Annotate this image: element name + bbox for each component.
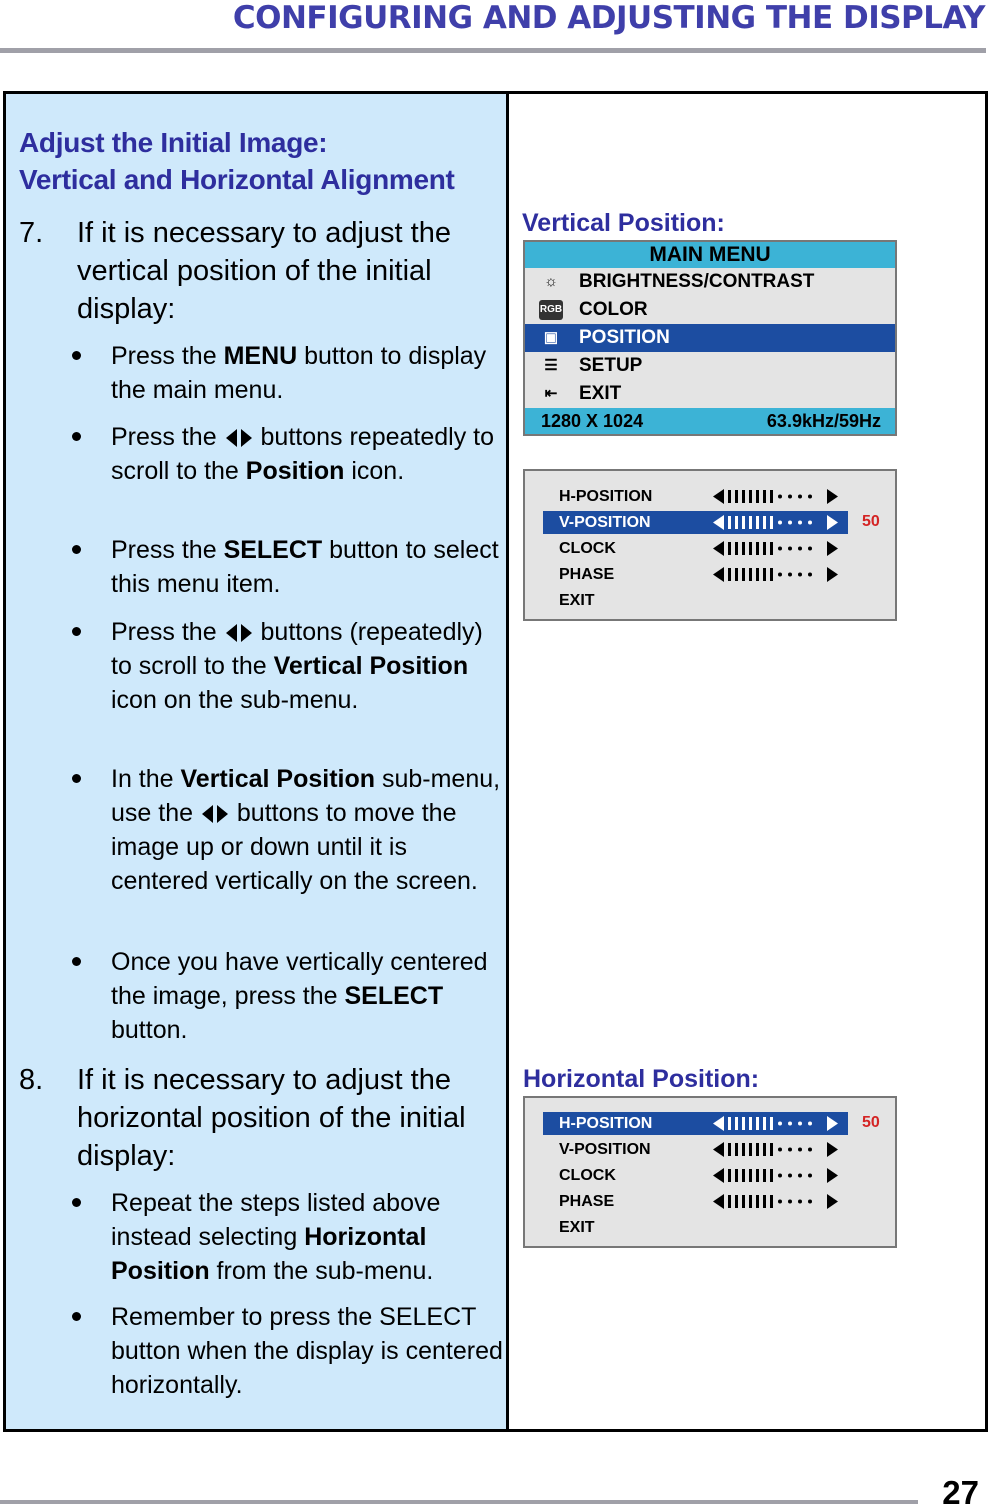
slider-right-arrow-icon xyxy=(827,567,838,582)
left-arrow-icon xyxy=(226,624,237,642)
slider-tick xyxy=(749,1117,752,1130)
slider-dot xyxy=(788,1122,792,1126)
slider-tick xyxy=(749,1169,752,1182)
right-arrow-icon xyxy=(241,624,252,642)
slider-tick xyxy=(735,568,738,581)
slider-left-arrow-icon xyxy=(713,489,724,504)
slider-dot xyxy=(788,1174,792,1178)
slider-dot xyxy=(778,1148,782,1152)
slider-right-arrow-icon xyxy=(827,1142,838,1157)
section-title-line1: Adjust the Initial Image: xyxy=(19,127,328,158)
header-divider xyxy=(0,48,986,53)
submenu-item-v-position[interactable]: V-POSITION xyxy=(543,511,848,534)
slider-left-arrow-icon xyxy=(713,1194,724,1209)
resolution-readout: 1280 X 1024 xyxy=(541,411,644,431)
slider-dot xyxy=(798,1122,802,1126)
step-number: 8. xyxy=(19,1064,44,1096)
instructions-column: Adjust the Initial Image: Vertical and Horizontal Alignment 7. If it is necessary to adjust the vertical position of the initial display: Press the MENU button to display the main menu. Press the buttons repeatedly to scroll to the Position icon. Press the SELECT button to select this menu item. Press the buttons (repeatedly) to scroll to the Vertical Position icon on the sub-menu. In the Vertical Position sub-menu, use the buttons to move the image up or down until it is centered vertically on the screen. Once you have vertically centered the image, press the SELECT button. 8. If it is necessary to adjust the horizontal position of the initial display: Repeat the steps listed above instead selecting Horizontal Position from the sub-menu. Remember to press the SELECT button when the display is centered horizontally. xyxy=(6,94,509,1429)
slider-tick xyxy=(763,542,766,555)
slider-dot xyxy=(808,573,812,577)
slider-bar[interactable] xyxy=(713,566,838,583)
slider-tick xyxy=(749,542,752,555)
slider-dot xyxy=(808,495,812,499)
submenu-item-exit[interactable]: EXIT xyxy=(559,1219,595,1236)
slider-dot xyxy=(788,547,792,551)
section-title xyxy=(19,124,455,198)
slider-tick xyxy=(742,1169,745,1182)
slider-right-arrow-icon xyxy=(827,1168,838,1183)
slider-tick xyxy=(749,1143,752,1156)
slider-tick xyxy=(728,1195,731,1208)
submenu-item-h-position[interactable]: H-POSITION xyxy=(543,485,848,508)
slider-tick xyxy=(728,1169,731,1182)
setup-icon: ☰ xyxy=(544,357,558,374)
left-arrow-icon xyxy=(202,805,213,823)
right-arrow-icon xyxy=(241,429,252,447)
slider-tick xyxy=(742,542,745,555)
page-number: 27 xyxy=(942,1474,979,1511)
slider-bar[interactable] xyxy=(713,1167,838,1184)
rgb-icon: RGB xyxy=(539,300,563,320)
slider-dot xyxy=(778,1200,782,1204)
slider-tick xyxy=(735,490,738,503)
bullet-dot xyxy=(72,1312,81,1321)
step-text: If it is necessary to adjust the vertical position of the initial display: xyxy=(77,217,451,325)
slider-bar[interactable] xyxy=(713,1115,838,1132)
slider-left-arrow-icon xyxy=(713,515,724,530)
slider-tick xyxy=(735,1169,738,1182)
slider-dot xyxy=(808,521,812,525)
slider-tick xyxy=(735,516,738,529)
menu-item-position[interactable]: ▣ POSITION xyxy=(525,324,895,352)
main-menu-osd xyxy=(523,240,897,436)
slider-dot xyxy=(798,1174,802,1178)
slider-dot xyxy=(778,1122,782,1126)
slider-dot xyxy=(808,1122,812,1126)
frequency-readout: 63.9kHz/59Hz xyxy=(766,411,881,431)
slider-right-arrow-icon xyxy=(827,1116,838,1131)
slider-tick xyxy=(742,568,745,581)
select-button-ref: SELECT xyxy=(223,536,323,564)
slider-dot xyxy=(798,1200,802,1204)
slider-left-arrow-icon xyxy=(713,541,724,556)
main-menu-status xyxy=(525,408,895,434)
footer-divider xyxy=(0,1500,918,1504)
slider-bar[interactable] xyxy=(713,540,838,557)
slider-bar[interactable] xyxy=(713,514,838,531)
slider-tick xyxy=(728,1143,731,1156)
bullet-dot xyxy=(72,774,81,783)
slider-dot xyxy=(808,1174,812,1178)
slider-tick xyxy=(770,542,773,555)
bullet-dot xyxy=(72,1198,81,1207)
slider-tick xyxy=(770,568,773,581)
slider-tick xyxy=(763,1143,766,1156)
step-8 xyxy=(19,1061,499,1181)
slider-tick xyxy=(728,568,731,581)
submenu-item-h-position[interactable]: H-POSITION xyxy=(543,1112,848,1135)
slider-dot xyxy=(808,1200,812,1204)
slider-bar[interactable] xyxy=(713,1141,838,1158)
slider-tick xyxy=(756,1169,759,1182)
slider-tick xyxy=(756,568,759,581)
slider-dot xyxy=(778,547,782,551)
section-title-line2: Vertical and Horizontal Alignment xyxy=(19,164,455,195)
slider-tick xyxy=(763,1117,766,1130)
slider-dot xyxy=(788,1148,792,1152)
menu-item-color[interactable]: RGB COLOR xyxy=(539,299,648,320)
submenu-item-phase[interactable]: PHASE xyxy=(543,563,848,586)
submenu-item-clock[interactable]: CLOCK xyxy=(543,1164,848,1187)
slider-tick xyxy=(763,490,766,503)
bullet-dot xyxy=(72,351,81,360)
main-menu-title: MAIN MENU xyxy=(525,242,895,268)
slider-right-arrow-icon xyxy=(827,515,838,530)
slider-tick xyxy=(735,1117,738,1130)
slider-tick xyxy=(742,1117,745,1130)
menu-item-setup[interactable]: ☰ SETUP xyxy=(525,352,895,380)
slider-tick xyxy=(756,1117,759,1130)
slider-left-arrow-icon xyxy=(713,1116,724,1131)
slider-tick xyxy=(763,568,766,581)
slider-tick xyxy=(728,490,731,503)
slider-dot xyxy=(778,1174,782,1178)
slider-dot xyxy=(808,1148,812,1152)
slider-tick xyxy=(770,490,773,503)
slider-tick xyxy=(735,1195,738,1208)
slider-right-arrow-icon xyxy=(827,1194,838,1209)
slider-tick xyxy=(728,516,731,529)
page-header-title: CONFIGURING AND ADJUSTING THE DISPLAY xyxy=(232,0,985,36)
slider-tick xyxy=(770,1169,773,1182)
slider-dot xyxy=(778,521,782,525)
slider-tick xyxy=(742,1143,745,1156)
slider-dot xyxy=(788,495,792,499)
slider-dot xyxy=(798,573,802,577)
slider-right-arrow-icon xyxy=(827,489,838,504)
slider-tick xyxy=(749,568,752,581)
menu-item-exit[interactable]: ⇤ EXIT xyxy=(525,380,895,408)
slider-tick xyxy=(742,490,745,503)
slider-tick xyxy=(770,1143,773,1156)
slider-tick xyxy=(728,542,731,555)
bullet-dot xyxy=(72,957,81,966)
bullet-dot xyxy=(72,627,81,636)
step-text: If it is necessary to adjust the horizontal position of the initial display: xyxy=(77,1064,466,1172)
brightness-icon: ☼ xyxy=(544,273,558,290)
left-arrow-icon xyxy=(226,429,237,447)
slider-tick xyxy=(749,516,752,529)
bullet-dot xyxy=(72,432,81,441)
slider-dot xyxy=(788,573,792,577)
slider-left-arrow-icon xyxy=(713,567,724,582)
hposition-submenu xyxy=(523,1096,897,1248)
horizontal-position-caption: Horizontal Position: xyxy=(523,1065,760,1093)
bullet-dot xyxy=(72,545,81,554)
right-arrow-icon xyxy=(217,805,228,823)
slider-tick xyxy=(735,1143,738,1156)
slider-left-arrow-icon xyxy=(713,1142,724,1157)
slider-tick xyxy=(742,516,745,529)
slider-tick xyxy=(770,1117,773,1130)
submenu-item-v-position[interactable]: V-POSITION xyxy=(543,1138,848,1161)
slider-bar[interactable] xyxy=(713,488,838,505)
slider-tick xyxy=(770,516,773,529)
slider-bar[interactable] xyxy=(713,1193,838,1210)
slider-dot xyxy=(798,547,802,551)
slider-tick xyxy=(763,1195,766,1208)
slider-tick xyxy=(756,1143,759,1156)
menu-item-brightness[interactable]: ☼ BRIGHTNESS/CONTRAST xyxy=(525,268,895,296)
slider-tick xyxy=(742,1195,745,1208)
position-icon: ▣ xyxy=(543,329,559,346)
slider-tick xyxy=(763,1169,766,1182)
slider-tick xyxy=(756,490,759,503)
slider-tick xyxy=(756,542,759,555)
step-7 xyxy=(19,214,499,334)
slider-dot xyxy=(798,495,802,499)
submenu-item-exit[interactable]: EXIT xyxy=(559,592,595,609)
slider-dot xyxy=(788,1200,792,1204)
position-value: 50 xyxy=(862,1114,880,1131)
submenu-item-clock[interactable]: CLOCK xyxy=(543,537,848,560)
vposition-submenu xyxy=(523,469,897,621)
slider-dot xyxy=(778,573,782,577)
slider-tick xyxy=(770,1195,773,1208)
slider-tick xyxy=(749,490,752,503)
slider-tick xyxy=(763,516,766,529)
slider-dot xyxy=(798,1148,802,1152)
vertical-position-caption: Vertical Position: xyxy=(522,209,725,237)
submenu-item-phase[interactable]: PHASE xyxy=(543,1190,848,1213)
slider-tick xyxy=(756,516,759,529)
position-value: 50 xyxy=(862,513,880,530)
slider-dot xyxy=(788,521,792,525)
slider-left-arrow-icon xyxy=(713,1168,724,1183)
menu-button-ref: MENU xyxy=(223,342,298,370)
slider-dot xyxy=(778,495,782,499)
slider-tick xyxy=(728,1117,731,1130)
slider-right-arrow-icon xyxy=(827,541,838,556)
slider-dot xyxy=(798,521,802,525)
screens-column xyxy=(509,94,985,1429)
content-frame xyxy=(3,91,988,1432)
slider-tick xyxy=(756,1195,759,1208)
step-number: 7. xyxy=(19,217,44,249)
slider-tick xyxy=(749,1195,752,1208)
exit-icon: ⇤ xyxy=(544,385,558,402)
slider-dot xyxy=(808,547,812,551)
slider-tick xyxy=(735,542,738,555)
